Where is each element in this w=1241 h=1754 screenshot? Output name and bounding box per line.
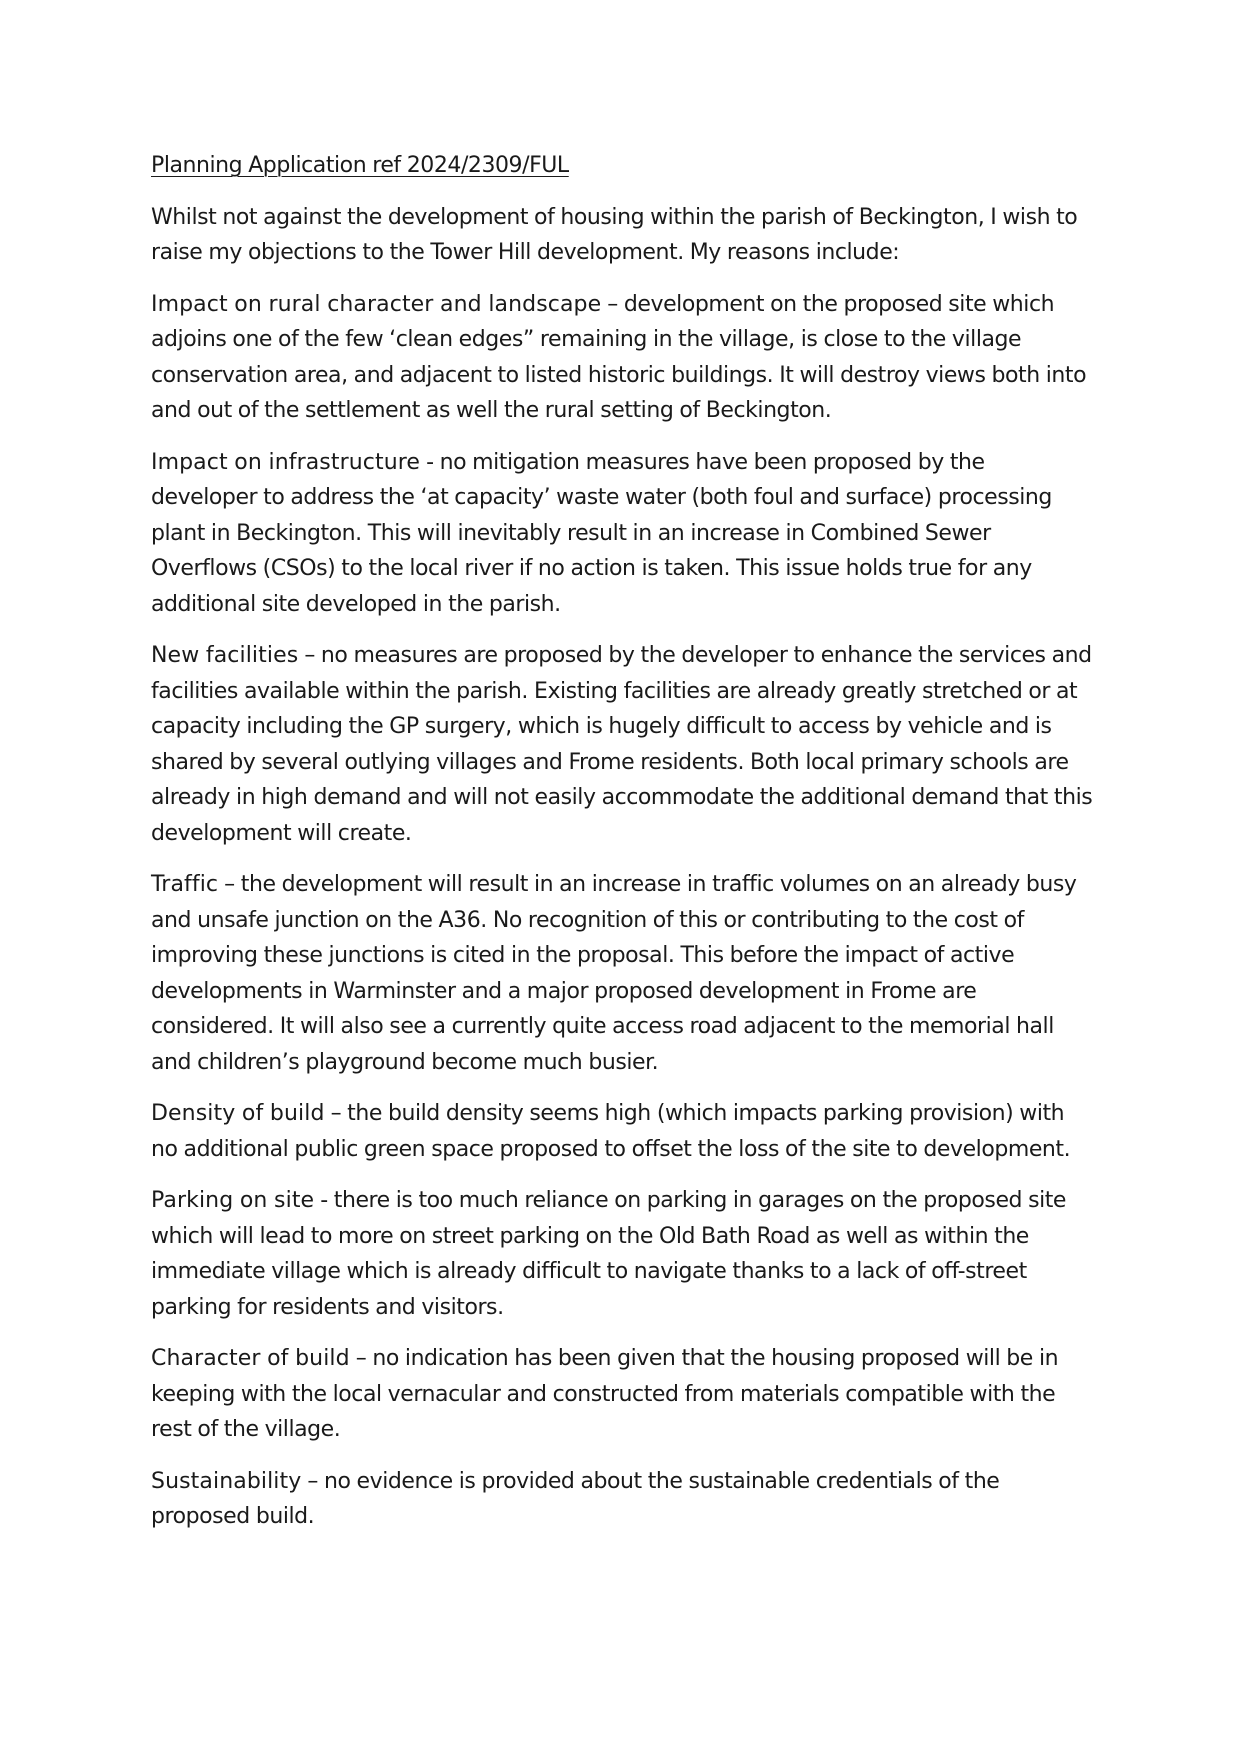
section-body: - no mitigation measures have been proposed by the developer to address the ‘at capacity’ waste water (both foul and surface) processing plant in Beckington. This will inevitably result in an increase in Combined Sewer Overflows (CSOs) to the local river if no action is taken. This issue holds true for any additional site developed in the parish.: [151, 449, 1052, 617]
section-density: [151, 1096, 1096, 1167]
section-traffic: [151, 867, 1096, 1080]
section-body: – no measures are proposed by the developer to enhance the services and facilities available within the parish. Existing facilities are already greatly stretched or at capacity including the GP surgery, which is hugely difficult to access by vehicle and is shared by several outlying villages and Frome residents. Both local primary schools are already in high demand and will not easily accommodate the additional demand that this development will create.: [151, 643, 1093, 846]
document-title: Planning Application ref 2024/2309/FUL: [151, 153, 569, 178]
section-infrastructure: [151, 445, 1096, 623]
section-sustainability: [151, 1464, 1096, 1535]
section-body: – no evidence is provided about the sustainable credentials of the proposed build.: [151, 1468, 1000, 1529]
section-heading: Parking on site: [151, 1188, 315, 1213]
section-new-facilities: [151, 638, 1096, 851]
section-heading: Character of build: [151, 1346, 350, 1371]
section-parking: [151, 1183, 1096, 1325]
letter-body: [151, 148, 1096, 1551]
section-body: – the build density seems high (which impacts parking provision) with no additional public green space proposed to offset the loss of the site to development.: [151, 1101, 1071, 1162]
section-body: - there is too much reliance on parking in garages on the proposed site which will lead to more on street parking on the Old Bath Road as well as within the immediate village which is already difficult to navigate thanks to a lack of off-street parking for residents and visitors.: [151, 1188, 1067, 1320]
section-body: – development on the proposed site which adjoins one of the few ‘clean edges” remaining in the village, is close to the village conservation area, and adjacent to listed historic buildings. It will destroy views both into and out of the settlement as well the rural setting of Beckington.: [151, 291, 1087, 423]
section-body: – no indication has been given that the housing proposed will be in keeping with the local vernacular and constructed from materials compatible with the rest of the village.: [151, 1346, 1059, 1442]
intro-paragraph: Whilst not against the development of housing within the parish of Beckington, I wish to raise my objections to the Tower Hill development. My reasons include:: [151, 204, 1078, 265]
section-body: – the development will result in an increase in traffic volumes on an already busy and unsafe junction on the A36. No recognition of this or contributing to the cost of improving these junctions is cited in the proposal. This before the impact of active developments in Warminster and a major proposed development in Frome are considered. It will also see a currently quite access road adjacent to the memorial hall and children’s playground become much busier.: [151, 872, 1077, 1075]
section-rural-character: [151, 287, 1096, 429]
section-heading: Impact on infrastructure: [151, 449, 421, 475]
section-heading: Impact on rural character and landscape: [151, 291, 602, 317]
section-character-of-build: [151, 1341, 1096, 1448]
section-heading: Traffic: [151, 872, 219, 897]
section-heading: Sustainability: [151, 1468, 302, 1494]
section-heading: New facilities: [151, 643, 299, 668]
section-heading: Density of build: [151, 1101, 325, 1126]
